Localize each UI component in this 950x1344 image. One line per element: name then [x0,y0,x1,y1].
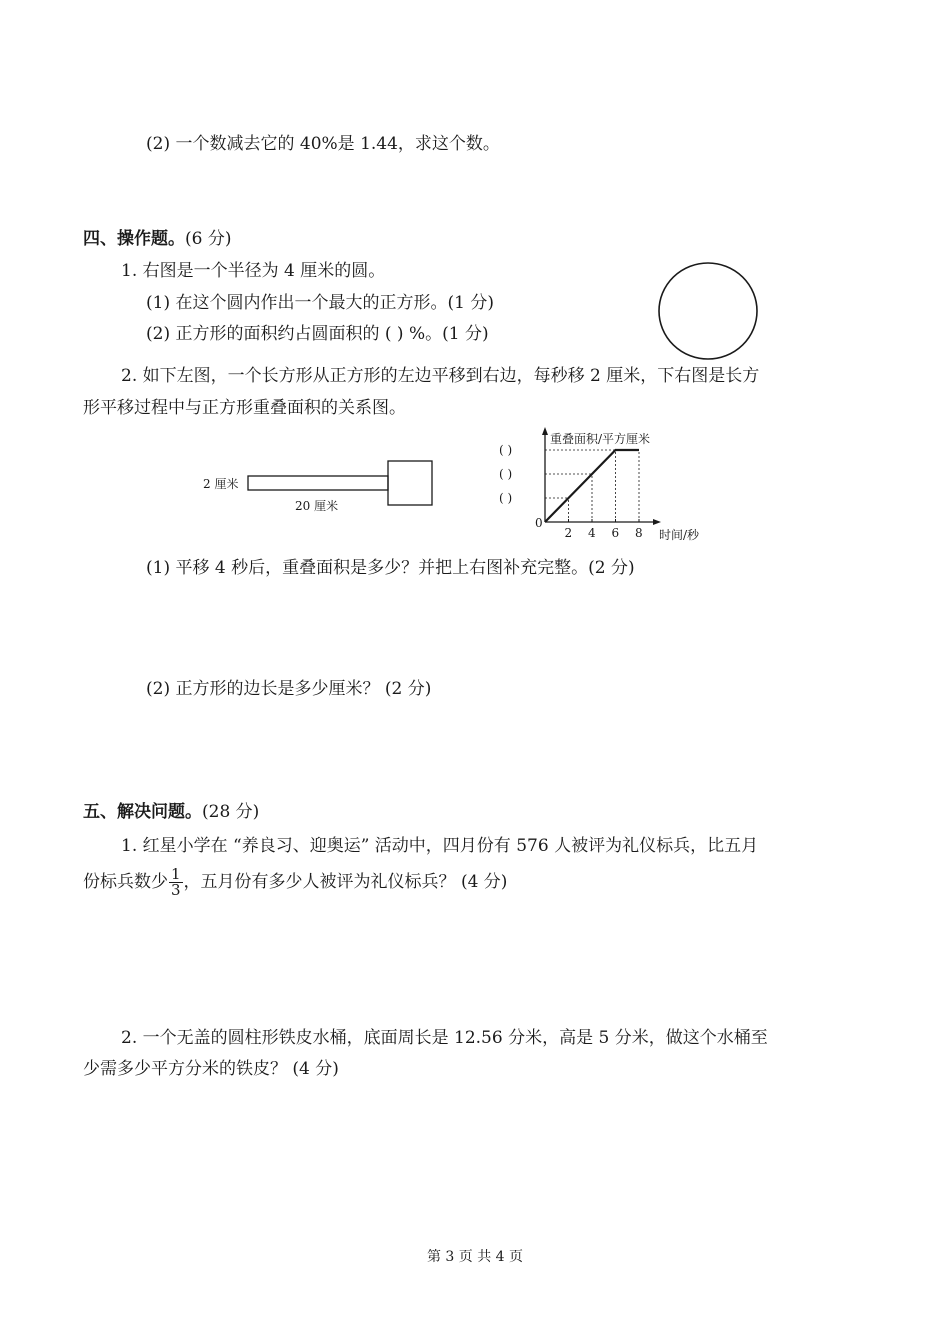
chart-x-axis-label: 时间/秒 [659,528,700,542]
circle-figure [654,259,762,363]
fixed-square [388,461,432,505]
x-tick-label: 8 [635,526,643,540]
x-axis-arrow [653,519,661,525]
fraction-one-third [169,867,183,898]
sliding-rectangle [248,476,388,490]
section-5-q1-text-after: ，五月份有多少人被评为礼仪标兵？ (4 分) [183,872,508,892]
question-3-2: (2) 一个数减去它的 40%是 1.44，求这个数。 [146,134,500,154]
y-axis-arrow [542,427,548,435]
section-5-title: 五、解决问题。 [83,802,202,822]
rectangle-height-label: 2 厘米 [203,477,239,491]
section-4-q2-stem-line1: 2. 如下左图，一个长方形从正方形的左边平移到右边，每秒移 2 厘米，下右图是长方 [121,366,760,386]
section-5-q1-line2 [83,866,507,898]
x-tick-label: 6 [611,526,620,540]
section-5-q1-text-before: 份标兵数少 [83,872,168,892]
rectangle-length-label: 20 厘米 [295,499,339,513]
section-5-q1-line1: 1. 红星小学在 “养良习、迎奥运” 活动中，四月份有 576 人被评为礼仪标兵，比五月 [121,836,759,856]
x-tick-label: 4 [588,526,596,540]
overlap-area-chart [495,425,717,545]
section-4-title: 四、操作题。 [83,229,185,249]
y-tick-blank-label: ( ) [499,443,513,457]
section-4-q2-sub1: (1) 平移 4 秒后，重叠面积是多少？并把上右图补充完整。(2 分) [146,558,635,578]
section-5-points: (28 分) [202,802,260,822]
chart-origin-label: 0 [535,516,543,530]
section-4-q1-sub1: (1) 在这个圆内作出一个最大的正方形。(1 分) [146,293,494,313]
y-tick-blank-label: ( ) [499,491,513,505]
section-4-q1-stem: 1. 右图是一个半径为 4 厘米的圆。 [121,261,386,281]
section-5-q2-line1: 2. 一个无盖的圆柱形铁皮水桶，底面周长是 12.56 分米，高是 5 分米，做这个水桶至 [121,1028,768,1048]
section-5-q2-line2: 少需多少平方分米的铁皮？ (4 分) [83,1059,339,1079]
section-5-heading [83,801,259,823]
section-4-q2-sub2: (2) 正方形的边长是多少厘米？ (2 分) [146,679,432,699]
section-4-q2-stem-line2: 形平移过程中与正方形重叠面积的关系图。 [83,398,406,418]
translation-diagram [195,455,440,517]
page-footer: 第 3 页 共 4 页 [426,1249,524,1265]
section-4-heading [83,228,231,250]
fraction-denominator: 3 [171,881,181,899]
circle-shape [659,263,757,359]
section-4-points: (6 分) [185,229,232,249]
fraction-numerator: 1 [171,865,181,883]
chart-y-axis-label: 重叠面积/平方厘米 [550,432,651,446]
y-tick-blank-label: ( ) [499,467,513,481]
x-tick-label: 2 [564,526,573,540]
section-4-q1-sub2: (2) 正方形的面积约占圆面积的 ( ) %。(1 分) [146,324,489,344]
